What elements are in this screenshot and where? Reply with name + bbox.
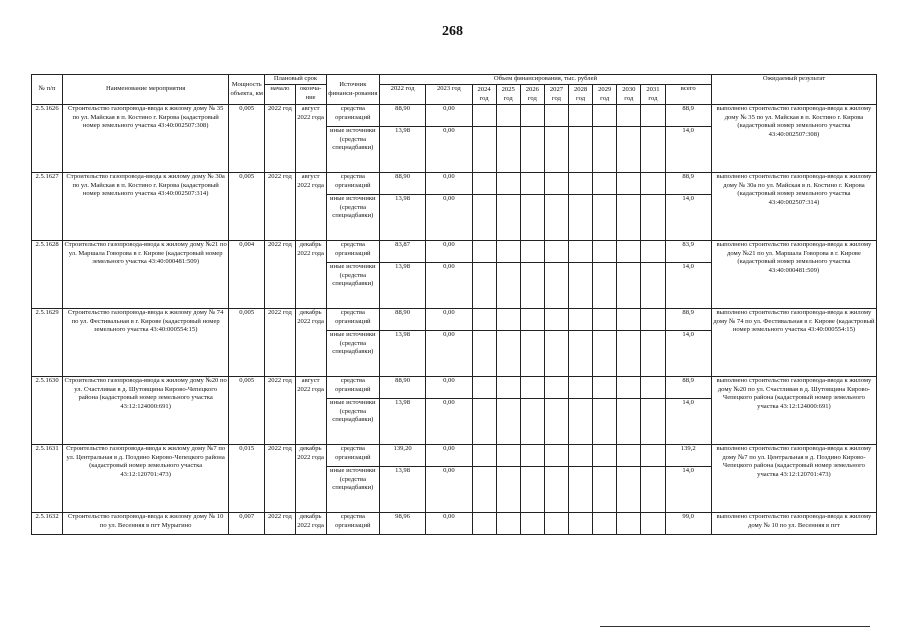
empty-year-cell	[472, 445, 496, 467]
value-2023: 0,00	[426, 445, 472, 467]
end-date: август 2022 года	[295, 173, 326, 241]
empty-year-cell	[472, 105, 496, 127]
empty-year-cell	[496, 377, 520, 399]
empty-year-cell	[617, 309, 641, 331]
table-row	[32, 309, 877, 331]
bottom-rule	[600, 626, 870, 627]
capacity-value: 0,005	[229, 377, 265, 445]
empty-year-cell	[593, 445, 617, 467]
value-2022: 88,90	[379, 309, 425, 331]
value-2023: 0,00	[426, 377, 472, 399]
value-2023: 0,00	[426, 331, 472, 377]
funding-source: средства организаций	[326, 309, 379, 331]
funding-source: иные источники (средства спецнадбавки)	[326, 263, 379, 309]
empty-year-cell	[496, 173, 520, 195]
empty-year-cell	[593, 105, 617, 127]
header-2023: 2023 год	[426, 85, 472, 105]
empty-year-cell	[641, 513, 665, 535]
start-date: 2022 год	[265, 513, 295, 535]
header-plan-term: Плановый срок	[265, 75, 326, 85]
value-2023: 0,00	[426, 241, 472, 263]
funding-source: иные источники (средства спецнадбавки)	[326, 127, 379, 173]
empty-year-cell	[472, 467, 496, 513]
empty-year-cell	[569, 399, 593, 445]
empty-year-cell	[569, 127, 593, 173]
empty-year-cell	[520, 105, 544, 127]
expected-result: выполнено строительство газопровода-ввода к жилому дому №20 по ул. Счастливая в д. Шутовщина Кирово-Чепецкого района (кадастровый номер земельного участка 43:12:124000:691)	[711, 377, 876, 445]
table-row	[32, 173, 877, 195]
empty-year-cell	[472, 309, 496, 331]
value-2022: 13,98	[379, 331, 425, 377]
empty-year-cell	[641, 399, 665, 445]
value-total: 139,2	[665, 445, 711, 467]
empty-year-cell	[641, 309, 665, 331]
row-number: 2.5.1632	[32, 513, 63, 535]
value-2022: 88,90	[379, 105, 425, 127]
empty-year-cell	[593, 263, 617, 309]
start-date: 2022 год	[265, 173, 295, 241]
empty-year-cell	[641, 445, 665, 467]
capacity-value: 0,007	[229, 513, 265, 535]
row-number: 2.5.1629	[32, 309, 63, 377]
empty-year-cell	[496, 399, 520, 445]
value-total: 14,0	[665, 399, 711, 445]
row-number: 2.5.1627	[32, 173, 63, 241]
funding-source: средства организаций	[326, 105, 379, 127]
empty-year-cell	[641, 377, 665, 399]
empty-year-cell	[520, 467, 544, 513]
header-funding: Объем финансирования, тыс. рублей	[379, 75, 711, 85]
empty-year-cell	[593, 399, 617, 445]
value-total: 88,9	[665, 173, 711, 195]
empty-year-cell	[544, 195, 568, 241]
empty-year-cell	[544, 399, 568, 445]
end-date: декабрь 2022 года	[295, 445, 326, 513]
table-row	[32, 377, 877, 399]
measure-name: Строительство газопровода-ввода к жилому дому №20 по ул. Счастливая в д. Шутовщина Кирово-Чепецкого района (кадастровый номер земельного участка 43:12:124000:691)	[63, 377, 229, 445]
value-2022: 88,90	[379, 173, 425, 195]
funding-source: средства организаций	[326, 173, 379, 195]
header-num: № п/п	[32, 75, 63, 105]
empty-year-cell	[593, 173, 617, 195]
empty-year-cell	[544, 309, 568, 331]
value-2023: 0,00	[426, 173, 472, 195]
end-date: август 2022 года	[295, 105, 326, 173]
value-2022: 13,98	[379, 127, 425, 173]
empty-year-cell	[593, 309, 617, 331]
empty-year-cell	[520, 263, 544, 309]
expected-result: выполнено строительство газопровода-ввода к жилому дому №21 по ул. Маршала Говорова в г. Кирове (кадастровый номер земельного участка 43:40:000481:509)	[711, 241, 876, 309]
value-2023: 0,00	[426, 467, 472, 513]
empty-year-cell	[569, 241, 593, 263]
header-2031: 2031 год	[641, 85, 665, 105]
empty-year-cell	[496, 241, 520, 263]
empty-year-cell	[496, 467, 520, 513]
financing-table	[31, 74, 877, 535]
value-total: 14,0	[665, 467, 711, 513]
expected-result: выполнено строительство газопровода-ввода к жилому дому № 10 по ул. Весенняя в пгт	[711, 513, 876, 535]
value-2022: 13,98	[379, 195, 425, 241]
table-row	[32, 241, 877, 263]
value-2023: 0,00	[426, 399, 472, 445]
header-2030: 2030 год	[617, 85, 641, 105]
empty-year-cell	[496, 195, 520, 241]
empty-year-cell	[520, 173, 544, 195]
value-2022: 139,20	[379, 445, 425, 467]
empty-year-cell	[544, 445, 568, 467]
end-date: август 2022 года	[295, 377, 326, 445]
page-number: 268	[442, 24, 463, 39]
header-2028: 2028 год	[569, 85, 593, 105]
value-total: 83,9	[665, 241, 711, 263]
value-total: 14,0	[665, 263, 711, 309]
empty-year-cell	[617, 445, 641, 467]
empty-year-cell	[496, 331, 520, 377]
table-row	[32, 513, 877, 535]
value-2022: 83,87	[379, 241, 425, 263]
empty-year-cell	[593, 195, 617, 241]
start-date: 2022 год	[265, 105, 295, 173]
row-number: 2.5.1630	[32, 377, 63, 445]
value-total: 14,0	[665, 195, 711, 241]
value-2023: 0,00	[426, 105, 472, 127]
empty-year-cell	[520, 445, 544, 467]
capacity-value: 0,005	[229, 173, 265, 241]
empty-year-cell	[593, 377, 617, 399]
empty-year-cell	[544, 241, 568, 263]
empty-year-cell	[641, 263, 665, 309]
empty-year-cell	[496, 309, 520, 331]
empty-year-cell	[520, 241, 544, 263]
empty-year-cell	[472, 399, 496, 445]
empty-year-cell	[569, 105, 593, 127]
empty-year-cell	[569, 445, 593, 467]
capacity-value: 0,005	[229, 309, 265, 377]
empty-year-cell	[496, 513, 520, 535]
measure-name: Строительство газопровода-ввода к жилому дому № 35 по ул. Майская в п. Костино г. Кирова (кадастровый номер земельного участка 43:40:002507:308)	[63, 105, 229, 173]
empty-year-cell	[641, 173, 665, 195]
header-end: оконча-ние	[295, 85, 326, 105]
value-2022: 98,96	[379, 513, 425, 535]
header-start: начало	[265, 85, 295, 105]
measure-name: Строительство газопровода-ввода к жилому дому №7 по ул. Центральная в д. Поздино Кирово-Чепецкого района (кадастровый номер земельного участка 43:12:120701:473)	[63, 445, 229, 513]
empty-year-cell	[617, 513, 641, 535]
row-number: 2.5.1631	[32, 445, 63, 513]
empty-year-cell	[617, 173, 641, 195]
empty-year-cell	[641, 127, 665, 173]
empty-year-cell	[569, 467, 593, 513]
empty-year-cell	[569, 513, 593, 535]
header-name: Наименование мероприятия	[63, 75, 229, 105]
empty-year-cell	[472, 377, 496, 399]
empty-year-cell	[472, 195, 496, 241]
value-2023: 0,00	[426, 513, 472, 535]
header-2029: 2029 год	[593, 85, 617, 105]
expected-result: выполнено строительство газопровода-ввода к жилому дому №7 по ул. Центральная в д. Поздино Кирово-Чепецкого района (кадастровый номер земельного участка 43:12:120701:473)	[711, 445, 876, 513]
funding-source: средства организаций	[326, 377, 379, 399]
empty-year-cell	[569, 331, 593, 377]
header-2025: 2025 год	[496, 85, 520, 105]
empty-year-cell	[472, 263, 496, 309]
empty-year-cell	[617, 399, 641, 445]
header-2026: 2026 год	[520, 85, 544, 105]
start-date: 2022 год	[265, 241, 295, 309]
expected-result: выполнено строительство газопровода-ввода к жилому дому № 74 по ул. Фестивальная в г. Кирове (кадастровый номер земельного участка 43:40:000554:15)	[711, 309, 876, 377]
empty-year-cell	[617, 105, 641, 127]
empty-year-cell	[496, 105, 520, 127]
header-2024: 2024 год	[472, 85, 496, 105]
empty-year-cell	[520, 127, 544, 173]
value-2023: 0,00	[426, 127, 472, 173]
empty-year-cell	[593, 241, 617, 263]
value-2022: 88,90	[379, 377, 425, 399]
value-2022: 13,98	[379, 399, 425, 445]
funding-source: иные источники (средства спецнадбавки)	[326, 467, 379, 513]
empty-year-cell	[544, 377, 568, 399]
value-2022: 13,98	[379, 263, 425, 309]
empty-year-cell	[617, 195, 641, 241]
value-2023: 0,00	[426, 263, 472, 309]
empty-year-cell	[569, 195, 593, 241]
empty-year-cell	[544, 127, 568, 173]
value-total: 14,0	[665, 331, 711, 377]
empty-year-cell	[641, 331, 665, 377]
empty-year-cell	[472, 127, 496, 173]
empty-year-cell	[520, 309, 544, 331]
measure-name: Строительство газопровода-ввода к жилому дому № 30а по ул. Майская в п. Костино г. Кирова (кадастровый номер земельного участка 43:40:002507:314)	[63, 173, 229, 241]
empty-year-cell	[496, 127, 520, 173]
empty-year-cell	[593, 331, 617, 377]
empty-year-cell	[593, 467, 617, 513]
funding-source: средства организаций	[326, 513, 379, 535]
table-row	[32, 105, 877, 127]
empty-year-cell	[544, 331, 568, 377]
header-2027: 2027 год	[544, 85, 568, 105]
start-date: 2022 год	[265, 445, 295, 513]
header-power: Мощность объекта, км	[229, 75, 265, 105]
empty-year-cell	[593, 513, 617, 535]
empty-year-cell	[617, 467, 641, 513]
header-result: Ожидаемый результат	[711, 75, 876, 105]
expected-result: выполнено строительство газопровода-ввода к жилому дому № 30а по ул. Майская в п. Костино г. Кирова (кадастровый номер земельного участка 43:40:002507:314)	[711, 173, 876, 241]
empty-year-cell	[520, 399, 544, 445]
start-date: 2022 год	[265, 309, 295, 377]
empty-year-cell	[472, 173, 496, 195]
empty-year-cell	[569, 377, 593, 399]
empty-year-cell	[617, 331, 641, 377]
header-source: Источник финанси-рования	[326, 75, 379, 105]
empty-year-cell	[593, 127, 617, 173]
empty-year-cell	[617, 377, 641, 399]
measure-name: Строительство газопровода-ввода к жилому дому №21 по ул. Маршала Говорова в г. Кирове (кадастровый номер земельного участка 43:40:000481:509)	[63, 241, 229, 309]
capacity-value: 0,015	[229, 445, 265, 513]
value-total: 88,9	[665, 377, 711, 399]
funding-source: средства организаций	[326, 445, 379, 467]
value-2023: 0,00	[426, 309, 472, 331]
empty-year-cell	[520, 377, 544, 399]
end-date: декабрь 2022 года	[295, 513, 326, 535]
start-date: 2022 год	[265, 377, 295, 445]
empty-year-cell	[544, 105, 568, 127]
value-total: 14,0	[665, 127, 711, 173]
table-row	[32, 445, 877, 467]
row-number: 2.5.1626	[32, 105, 63, 173]
measure-name: Строительство газопровода-ввода к жилому дому № 10 по ул. Весенняя в пгт Мурыгино	[63, 513, 229, 535]
empty-year-cell	[520, 513, 544, 535]
empty-year-cell	[496, 263, 520, 309]
empty-year-cell	[544, 173, 568, 195]
empty-year-cell	[472, 513, 496, 535]
funding-source: средства организаций	[326, 241, 379, 263]
value-total: 99,0	[665, 513, 711, 535]
empty-year-cell	[641, 195, 665, 241]
funding-source: иные источники (средства спецнадбавки)	[326, 195, 379, 241]
measure-name: Строительство газопровода-ввода к жилому дому № 74 по ул. Фестивальная в г. Кирове (кадастровый номер земельного участка 43:40:000554:15)	[63, 309, 229, 377]
empty-year-cell	[569, 309, 593, 331]
empty-year-cell	[544, 467, 568, 513]
value-total: 88,9	[665, 309, 711, 331]
funding-source: иные источники (средства спецнадбавки)	[326, 399, 379, 445]
empty-year-cell	[520, 331, 544, 377]
empty-year-cell	[617, 127, 641, 173]
expected-result: выполнено строительство газопровода-ввода к жилому дому № 35 по ул. Майская в п. Костино г. Кирова (кадастровый номер земельного участка 43:40:002507:308)	[711, 105, 876, 173]
capacity-value: 0,004	[229, 241, 265, 309]
end-date: декабрь 2022 года	[295, 309, 326, 377]
end-date: декабрь 2022 года	[295, 241, 326, 309]
header-total: всего	[665, 85, 711, 105]
funding-source: иные источники (средства спецнадбавки)	[326, 331, 379, 377]
value-total: 88,9	[665, 105, 711, 127]
empty-year-cell	[544, 263, 568, 309]
empty-year-cell	[617, 263, 641, 309]
empty-year-cell	[496, 445, 520, 467]
empty-year-cell	[472, 241, 496, 263]
empty-year-cell	[569, 173, 593, 195]
empty-year-cell	[641, 241, 665, 263]
row-number: 2.5.1628	[32, 241, 63, 309]
empty-year-cell	[641, 105, 665, 127]
capacity-value: 0,005	[229, 105, 265, 173]
empty-year-cell	[617, 241, 641, 263]
empty-year-cell	[520, 195, 544, 241]
value-2022: 13,98	[379, 467, 425, 513]
header-2022: 2022 год	[379, 85, 425, 105]
empty-year-cell	[569, 263, 593, 309]
empty-year-cell	[641, 467, 665, 513]
empty-year-cell	[544, 513, 568, 535]
empty-year-cell	[472, 331, 496, 377]
value-2023: 0,00	[426, 195, 472, 241]
